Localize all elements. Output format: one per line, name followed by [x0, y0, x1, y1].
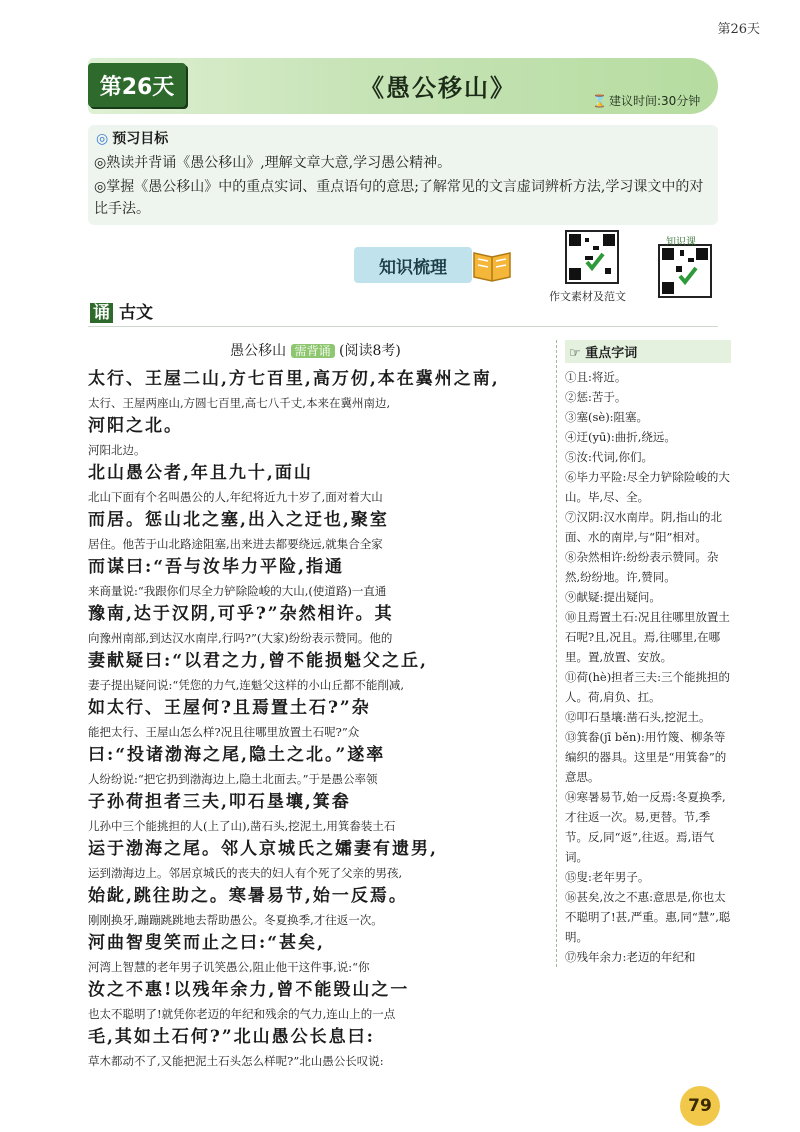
translation-line: 能把太行、王屋山怎么样?况且往哪里放置土石呢?”众	[88, 725, 360, 739]
word-note: ⑥毕力平险:尽全力铲除险峻的大山。毕,尽、全。	[565, 470, 730, 504]
word-note: ④迂(yū):曲折,绕远。	[565, 430, 676, 444]
word-note: ③塞(sè):阻塞。	[565, 410, 649, 424]
section-title: 古文	[119, 303, 153, 323]
poem-title: 愚公移山	[230, 343, 287, 359]
suggested-time-text: 建议时间:30分钟	[608, 94, 701, 108]
notes-list	[565, 367, 731, 967]
translation-line: 河阳北边。	[88, 443, 146, 457]
original-text-line: 子孙荷担者三夫,叩石垦壤,箕畚	[88, 792, 351, 812]
translation-line: 刚刚换牙,蹦蹦跳跳地去帮助愚公。冬夏换季,才往返一次。	[88, 913, 383, 927]
original-text-line: 北山愚公者,年且九十,面山	[88, 463, 313, 483]
key-words-sidebar	[556, 340, 731, 967]
goal-item: ◎熟读并背诵《愚公移山》,理解文章大意,学习愚公精神。	[94, 155, 452, 171]
qr-caption: 作文素材及范文	[549, 290, 626, 303]
original-text-line: 曰:“投诸渤海之尾,隐土之北。”遂率	[88, 745, 386, 765]
original-text-line: 而居。惩山北之塞,出入之迂也,聚室	[88, 510, 389, 530]
translation-line: 向豫州南部,到达汉水南岸,行吗?”(大家)纷纷表示赞同。他的	[88, 631, 393, 645]
word-note: ⑰残年余力:老迈的年纪和	[565, 950, 696, 964]
lesson-title: 《愚公移山》	[360, 74, 516, 102]
original-text-line: 毛,其如土石何?”北山愚公长息曰:	[88, 1027, 375, 1047]
original-text-line: 如太行、王屋何?且焉置土石?”杂	[88, 698, 371, 718]
target-icon: ◎	[96, 131, 109, 147]
divider	[88, 326, 718, 327]
poem-title-line	[88, 340, 543, 360]
recite-badge: 需背诵	[291, 344, 335, 358]
word-note: ⑦汉阴:汉水南岸。阴,指山的北面、水的南岸,与“阳”相对。	[565, 510, 723, 544]
word-note: ⑬箕畚(jī běn):用竹篾、柳条等编织的器具。这里是“用箕畚”的意思。	[565, 730, 727, 784]
word-note: ⑤汝:代词,你们。	[565, 450, 654, 464]
key-words-label: 重点字词	[585, 346, 638, 361]
word-note: ⑪荷(hè)担者三夫:三个能挑担的人。荷,肩负、扛。	[565, 670, 731, 704]
knowledge-summary-tag: 知识梳理	[354, 247, 472, 283]
original-text-line: 始龀,跳往助之。寒暑易节,始一反焉。	[88, 886, 408, 906]
qr-tag-label: 知识课	[666, 237, 696, 248]
book-icon	[470, 243, 514, 283]
translation-line: 太行、王屋两座山,方圆七百里,高七八千丈,本来在冀州南边,	[88, 396, 391, 410]
hourglass-icon: ⌛	[592, 94, 607, 108]
translation-line: 人纷纷说:“把它扔到渤海边上,隐土北面去。”于是愚公率领	[88, 772, 378, 786]
word-note: ⑭寒暑易节,始一反焉:冬夏换季,才往返一次。易,更替。节,季节。反,同“返”,往返。焉,语气词。	[565, 790, 726, 864]
word-note: ⑯甚矣,汝之不惠:意思是,你也太不聪明了!甚,严重。惠,同“慧”,聪明。	[565, 890, 731, 944]
translation-line: 北山下面有个名叫愚公的人,年纪将近九十岁了,面对着大山	[88, 490, 383, 504]
suggested-time	[592, 92, 700, 109]
section-mark: 诵	[90, 303, 113, 323]
original-text-line: 太行、王屋二山,方七百里,高万仞,本在冀州之南,	[88, 369, 500, 389]
section-heading	[90, 298, 153, 323]
goal-item: ◎掌握《愚公移山》中的重点实词、重点语句的意思;了解常见的文言虚词辨析方法,学习课文中的对比手法。	[94, 179, 704, 217]
key-words-heading: ☞ 重点字词	[565, 340, 731, 363]
main-text	[88, 340, 543, 1071]
word-note: ⑧杂然相许:纷纷表示赞同。杂然,纷纷地。许,赞同。	[565, 550, 719, 584]
translation-line: 居住。他苦于山北路途阻塞,出来进去都要绕远,就集合全家	[88, 537, 383, 551]
translation-line: 河湾上智慧的老年男子讥笑愚公,阻止他干这件事,说:“你	[88, 960, 370, 974]
word-note: ①且:将近。	[565, 370, 627, 384]
translation-line: 运到渤海边上。邻居京城氏的丧夫的妇人有个死了父亲的男孩,	[88, 866, 403, 880]
original-text-line: 汝之不惠!以残年余力,曾不能毁山之一	[88, 980, 410, 1000]
word-note: ⑨献疑:提出疑问。	[565, 590, 661, 604]
exam-note: (阅读8考)	[339, 343, 401, 359]
text-lines	[88, 366, 543, 1071]
page-number: 79	[680, 1086, 720, 1126]
translation-line: 来商量说:“我跟你们尽全力铲除险峻的大山,(使道路)一直通	[88, 584, 387, 598]
word-note: ②惩:苦于。	[565, 390, 627, 404]
original-text-line: 妻献疑曰:“以君之力,曾不能损魁父之丘,	[88, 651, 428, 671]
word-note: ⑫叩石垦壤:凿石头,挖泥土。	[565, 710, 711, 724]
word-note: ⑩且焉置土石:况且往哪里放置土石呢?且,况且。焉,往哪里,在哪里。置,放置、安放。	[565, 610, 730, 664]
translation-line: 草木都动不了,又能把泥土石头怎么样呢?”北山愚公长叹说:	[88, 1054, 384, 1068]
word-note: ⑮叟:老年男子。	[565, 870, 650, 884]
preview-goals-label: 预习目标	[112, 131, 169, 147]
qr-code-composition[interactable]	[565, 230, 619, 284]
original-text-line: 河阳之北。	[88, 416, 183, 436]
original-text-line: 运于渤海之尾。邻人京城氏之孀妻有遗男,	[88, 839, 438, 859]
translation-line: 儿孙中三个能挑担的人(上了山),凿石头,挖泥土,用箕畚装土石	[88, 819, 396, 833]
original-text-line: 而谋曰:“吾与汝毕力平险,指通	[88, 557, 344, 577]
translation-line: 妻子提出疑问说:“凭您的力气,连魁父这样的小山丘都不能削减,	[88, 678, 405, 692]
translation-line: 也太不聪明了!就凭你老迈的年纪和残余的气力,连山上的一点	[88, 1007, 396, 1021]
day-badge: 第26天	[88, 63, 186, 107]
preview-goals-heading	[96, 128, 168, 148]
page-header-tag: 第26天	[717, 22, 760, 37]
original-text-line: 豫南,达于汉阴,可乎?”杂然相许。其	[88, 604, 394, 624]
qr-code-lesson[interactable]	[658, 244, 712, 298]
original-text-line: 河曲智叟笑而止之曰:“甚矣,	[88, 933, 325, 953]
